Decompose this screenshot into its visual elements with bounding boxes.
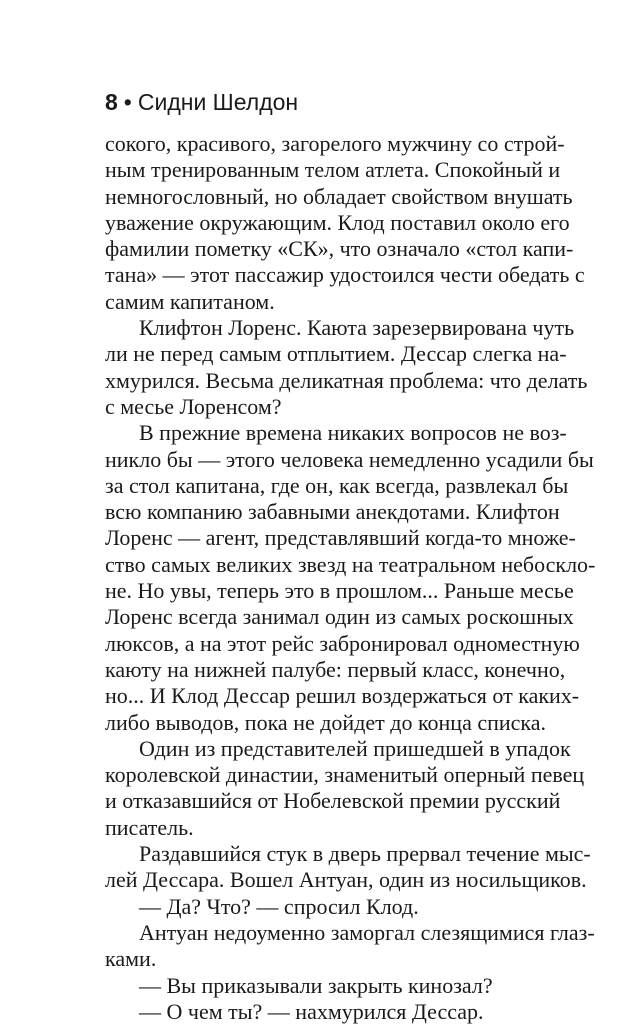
text-line: Лоренс всегда занимал один из самых роскошных — [105, 604, 574, 630]
paragraph — [105, 841, 591, 894]
text-line: не. Но увы, теперь это в прошлом... Раньше месье — [105, 578, 574, 604]
text-line: писатель. — [105, 814, 194, 840]
text-line: В прежние времена никаких вопросов не воз- — [139, 420, 567, 446]
text-line: ство самых великих звезд на театральном небоскло- — [105, 551, 596, 577]
text-line: сокого, красивого, загорелого мужчину со строй- — [105, 131, 565, 156]
text-line: люксов, а на этот рейс забронировал одноместную — [105, 630, 580, 656]
text-line: каюту на нижней палубе: первый класс, конечно, — [105, 656, 566, 682]
page-number: 8 — [105, 89, 118, 115]
text-line: Один из представителей пришедшей в упадок — [139, 735, 571, 761]
text-line: немногословный, но обладает свойством внушать — [105, 183, 573, 209]
text-line: ным тренированным телом атлета. Спокойный и — [105, 157, 561, 183]
paragraph — [105, 735, 585, 841]
text-line: фамилии пометку «СК», что означало «стол капи- — [105, 236, 574, 262]
dialogue-line — [105, 973, 557, 999]
text-line: Лоренс — агент, представлявший когда-то множе- — [105, 525, 576, 551]
text-line: никло бы — этого человека немедленно усадили бы — [105, 446, 594, 472]
text-line: ками. — [105, 946, 157, 972]
body-text — [105, 131, 596, 1025]
text-line: уважение окружающим. Клод поставил около его — [105, 209, 570, 235]
text-line: всю компанию забавными анекдотами. Клифтон — [105, 499, 560, 525]
running-head — [105, 88, 298, 116]
text-line: — Вы приказывали закрыть кинозал? — [139, 972, 493, 998]
text-line: — О чем ты? — нахмурился Дессар. — [139, 998, 484, 1024]
text-line: тана» — этот пассажир удостоился чести обедать с — [105, 262, 585, 288]
text-line: ли не перед самым отплытием. Дессар слегка на- — [105, 341, 567, 367]
text-line: за стол капитана, где он, как всегда, развлекал бы — [105, 472, 569, 498]
text-line: Антуан недоуменно заморгал слезящимися глаз- — [139, 919, 595, 945]
author-name: Сидни Шелдон — [137, 89, 299, 115]
text-line: либо выводов, пока не дойдет до конца списка. — [105, 709, 547, 735]
text-line: Раздавшийся стук в дверь прервал течение мыс- — [139, 841, 591, 867]
dialogue-line — [105, 999, 557, 1025]
paragraph — [105, 420, 596, 736]
text-line: хмурился. Весьма деликатная проблема: что делать — [105, 367, 588, 393]
text-line: с месье Лоренсом? — [105, 393, 282, 419]
paragraph — [105, 919, 595, 973]
bullet-separator: • — [123, 89, 132, 115]
paragraph — [105, 131, 585, 315]
text-line: лей Дессара. Вошел Антуан, один из носильщиков. — [105, 867, 587, 893]
text-line: но... И Клод Дессар решил воздержаться от каких- — [105, 683, 580, 709]
text-line: Клифтон Лоренс. Каюта зарезервирована чуть — [139, 315, 575, 341]
dialogue-line — [105, 894, 557, 920]
paragraph — [105, 315, 588, 420]
text-line: и отказавшийся от Нобелевской премии русский — [105, 788, 561, 814]
text-line: — Да? Что? — спросил Клод. — [139, 893, 419, 919]
text-line: королевской династии, знаменитый оперный певец — [105, 762, 585, 788]
text-line: самим капитаном. — [105, 288, 275, 314]
